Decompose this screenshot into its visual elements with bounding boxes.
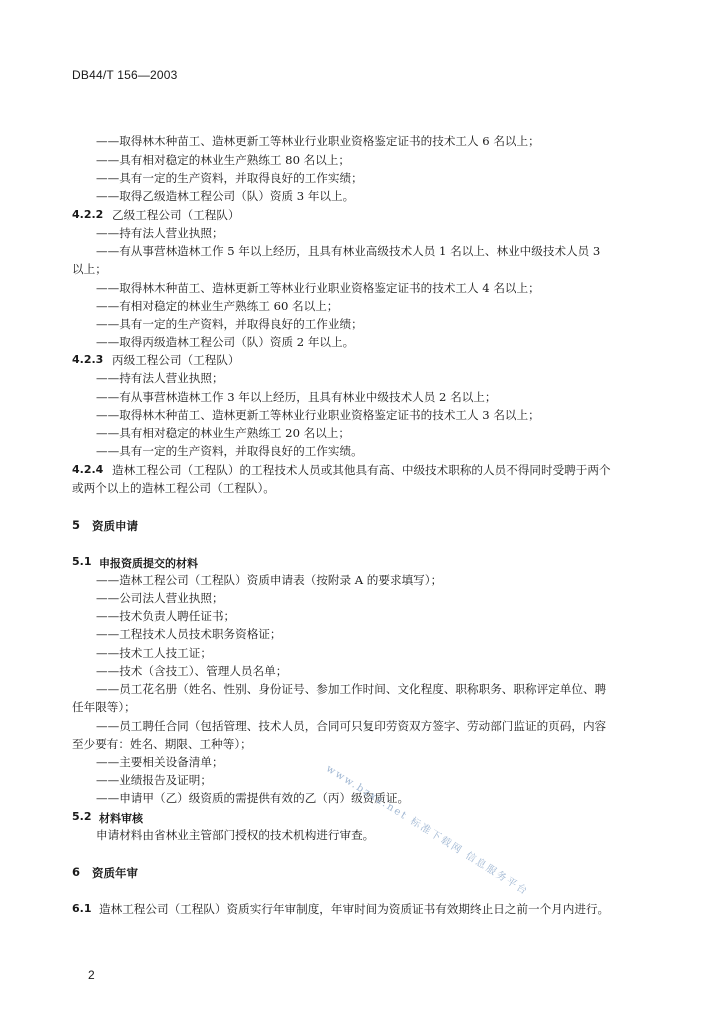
- clause-title: 丙级工程公司（工程队）: [112, 353, 240, 367]
- clause-number: 6.1: [72, 902, 92, 915]
- section-title: 资质年审: [92, 866, 138, 880]
- list-item: ——有从事营林造林工作 3 年以上经历，且具有林业中级技术人员 2 名以上；: [96, 390, 497, 404]
- list-item-continuation: 以上；: [72, 262, 107, 276]
- clause-number: 5.2: [72, 810, 92, 823]
- paragraph-line: 或两个以上的造林工程公司（工程队）。: [72, 481, 275, 495]
- list-item: ——业绩报告及证明；: [96, 773, 212, 787]
- list-item: ——具有一定的生产资料，并取得良好的工作实绩；: [96, 171, 363, 185]
- watermark: www.bzxz.net 标准下载网 信息服务平台: [324, 763, 531, 898]
- clause-title: 材料审核: [99, 812, 143, 825]
- list-item: ——具有相对稳定的林业生产熟练工 80 名以上；: [96, 153, 350, 167]
- list-item: ——持有法人营业执照；: [96, 226, 224, 240]
- list-item: ——取得林木种苗工、造林更新工等林业行业职业资格鉴定证书的技术工人 6 名以上；: [96, 134, 540, 148]
- list-item: ——申请甲（乙）级资质的需提供有效的乙（丙）级资质证。: [96, 791, 410, 805]
- list-item: ——具有一定的生产资料，并取得良好的工作实绩。: [96, 444, 363, 458]
- list-item: ——工程技术人员技术职务资格证；: [96, 627, 282, 641]
- page-number: 2: [88, 968, 95, 982]
- section-number: 6: [72, 865, 81, 879]
- list-item: ——持有法人营业执照；: [96, 371, 224, 385]
- list-item: ——有相对稳定的林业生产熟练工 60 名以上；: [96, 299, 339, 313]
- list-item: ——具有相对稳定的林业生产熟练工 20 名以上；: [96, 426, 350, 440]
- paragraph-line: 造林工程公司（工程队）的工程技术人员或其他具有高、中级技术职称的人员不得同时受聘于两个: [112, 463, 611, 477]
- list-item: ——取得丙级造林工程公司（队）资质 2 年以上。: [96, 335, 355, 349]
- clause-number: 4.2.3: [72, 353, 104, 366]
- list-item: ——取得乙级造林工程公司（队）资质 3 年以上。: [96, 189, 355, 203]
- paragraph-line: 造林工程公司（工程队）资质实行年审制度，年审时间为资质证书有效期终止日之前一个月内进行。: [99, 902, 610, 916]
- list-item: ——技术（含技工）、管理人员名单；: [96, 664, 288, 678]
- section-title: 资质申请: [92, 519, 138, 533]
- list-item: ——取得林木种苗工、造林更新工等林业行业职业资格鉴定证书的技术工人 4 名以上；: [96, 281, 540, 295]
- clause-number: 5.1: [72, 555, 92, 568]
- list-item: ——员工聘任合同（包括管理、技术人员，合同可只复印劳资双方签字、劳动部门监证的页码，内容: [96, 719, 607, 733]
- list-item: ——造林工程公司（工程队）资质申请表（按附录 A 的要求填写）；: [96, 573, 443, 587]
- list-item-continuation: 任年限等）；: [72, 700, 136, 714]
- clause-title: 乙级工程公司（工程队）: [112, 208, 240, 222]
- list-item: ——具有一定的生产资料，并取得良好的工作业绩；: [96, 317, 363, 331]
- paragraph-line: 申请材料由省林业主管部门授权的技术机构进行审查。: [96, 828, 375, 842]
- section-number: 5: [72, 518, 81, 532]
- clause-title: 申报资质提交的材料: [99, 557, 198, 570]
- clause-number: 4.2.2: [72, 208, 104, 221]
- list-item: ——公司法人营业执照；: [96, 591, 224, 605]
- list-item: ——技术工人技工证；: [96, 646, 212, 660]
- list-item: ——有从事营林造林工作 5 年以上经历，且具有林业高级技术人员 1 名以上、林业中级技术人员 3: [96, 244, 601, 258]
- list-item: ——技术负责人聘任证书；: [96, 609, 236, 623]
- list-item-continuation: 至少要有：姓名、期限、工种等）；: [72, 737, 252, 751]
- list-item: ——员工花名册（姓名、性别、身份证号、参加工作时间、文化程度、职称职务、职称评定单位、聘: [96, 682, 607, 696]
- list-item: ——主要相关设备清单；: [96, 755, 224, 769]
- standard-code-header: DB44/T 156—2003: [72, 68, 178, 82]
- clause-number: 4.2.4: [72, 463, 104, 476]
- list-item: ——取得林木种苗工、造林更新工等林业行业职业资格鉴定证书的技术工人 3 名以上；: [96, 408, 540, 422]
